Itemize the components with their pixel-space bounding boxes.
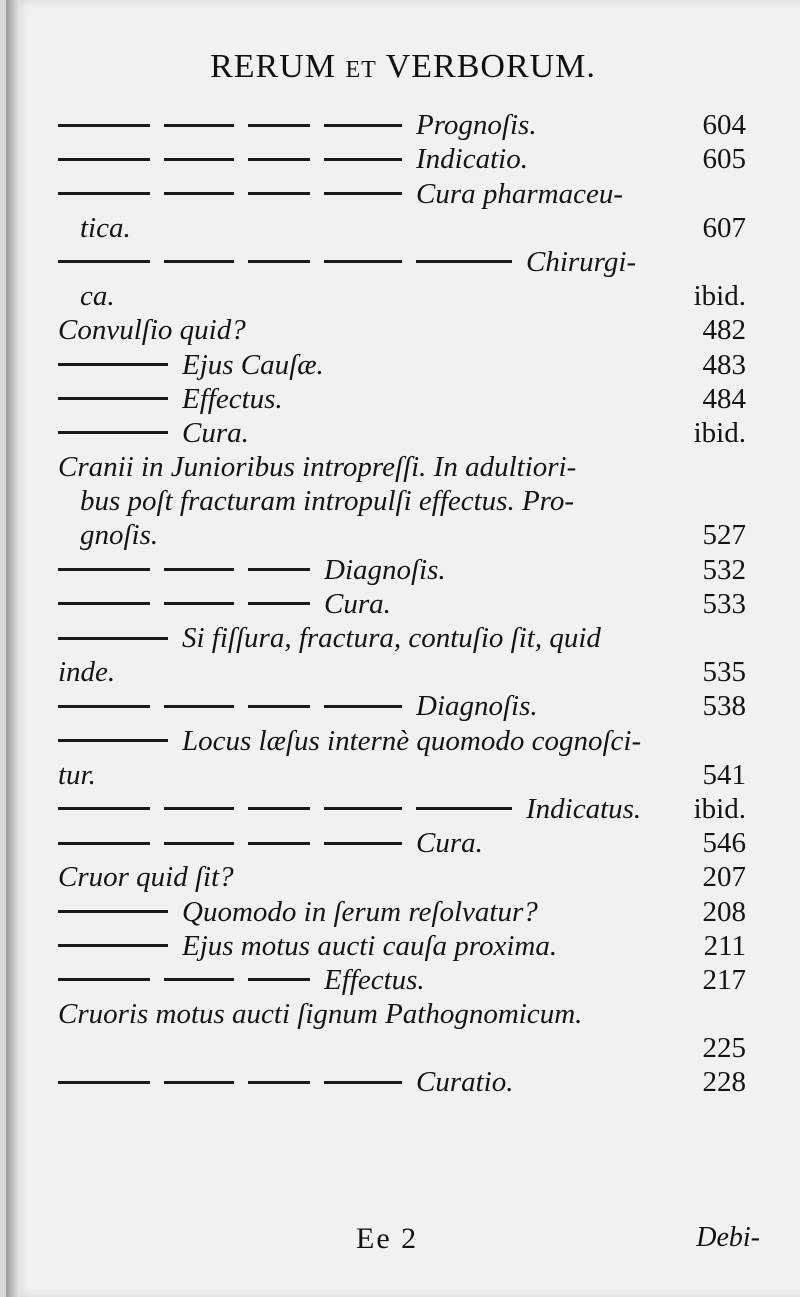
page-number: 538 bbox=[702, 690, 746, 723]
index-row bbox=[58, 723, 746, 757]
ditto-dashes bbox=[58, 108, 416, 142]
ditto-dash bbox=[248, 705, 310, 708]
page-number: 533 bbox=[702, 587, 746, 620]
ditto-dash bbox=[324, 807, 402, 810]
page-number: 527 bbox=[702, 519, 746, 552]
ditto-dash bbox=[248, 1081, 310, 1084]
ditto-dashes bbox=[58, 587, 324, 621]
entry-text: tica. bbox=[80, 211, 131, 244]
ditto-dash bbox=[58, 397, 168, 400]
index-row bbox=[58, 621, 746, 655]
page-number: 217 bbox=[702, 963, 746, 996]
ditto-dash bbox=[324, 260, 402, 263]
index-row bbox=[58, 382, 746, 416]
book-page bbox=[6, 0, 800, 1297]
page-number: 483 bbox=[702, 348, 746, 381]
page-number: 541 bbox=[702, 758, 746, 791]
ditto-dash bbox=[58, 602, 150, 605]
ditto-dashes bbox=[58, 142, 416, 176]
ditto-dash bbox=[58, 124, 150, 127]
entry-text: gnoſis. bbox=[80, 519, 159, 552]
ditto-dashes bbox=[58, 553, 324, 587]
index-row bbox=[58, 450, 746, 484]
ditto-dash bbox=[58, 260, 150, 263]
page-number: 211 bbox=[703, 929, 746, 962]
ditto-dashes bbox=[58, 621, 182, 655]
page-number: 546 bbox=[702, 827, 746, 860]
ditto-dash bbox=[248, 192, 310, 195]
page-number: 532 bbox=[702, 553, 746, 586]
page-number: 484 bbox=[702, 382, 746, 415]
ditto-dash bbox=[324, 124, 402, 127]
entry-text: tur. bbox=[58, 758, 96, 791]
ditto-dash bbox=[248, 978, 310, 981]
ditto-dashes bbox=[58, 1065, 416, 1099]
ditto-dash bbox=[58, 637, 168, 640]
index-row bbox=[58, 1031, 746, 1065]
page-number: ibid. bbox=[693, 792, 746, 825]
index-row bbox=[58, 963, 746, 997]
ditto-dash bbox=[164, 602, 234, 605]
entry-text: Quomodo in ſerum reſolvatur? bbox=[182, 895, 538, 928]
page-number: 228 bbox=[702, 1066, 746, 1099]
ditto-dash bbox=[164, 978, 234, 981]
page-number: 482 bbox=[702, 314, 746, 347]
page-number: ibid. bbox=[693, 416, 746, 449]
index-row bbox=[58, 1065, 746, 1099]
index-row bbox=[58, 826, 746, 860]
entry-text: Diagnoſis. bbox=[416, 690, 538, 723]
ditto-dash bbox=[58, 568, 150, 571]
ditto-dash bbox=[248, 842, 310, 845]
page-number: 225 bbox=[702, 1032, 746, 1065]
page-number: 605 bbox=[702, 143, 746, 176]
page-number: 607 bbox=[702, 211, 746, 244]
ditto-dash bbox=[248, 158, 310, 161]
ditto-dashes bbox=[58, 724, 182, 758]
index-row bbox=[58, 484, 746, 518]
entry-text: Effectus. bbox=[324, 963, 425, 996]
entry-text: inde. bbox=[58, 656, 116, 689]
ditto-dash bbox=[324, 842, 402, 845]
index-row bbox=[58, 792, 746, 826]
ditto-dash bbox=[164, 842, 234, 845]
index-row bbox=[58, 655, 746, 689]
index-row bbox=[58, 758, 746, 792]
ditto-dash bbox=[58, 431, 168, 434]
index-row bbox=[58, 997, 746, 1031]
ditto-dashes bbox=[58, 929, 182, 963]
ditto-dashes bbox=[58, 416, 182, 450]
entry-text: Cruoris motus aucti ſignum Pathognomicum. bbox=[58, 998, 583, 1031]
index-row bbox=[58, 587, 746, 621]
entry-text: Diagnoſis. bbox=[324, 553, 446, 586]
ditto-dash bbox=[416, 260, 512, 263]
entry-text: ca. bbox=[80, 280, 115, 313]
page-number: 535 bbox=[702, 656, 746, 689]
ditto-dashes bbox=[58, 895, 182, 929]
ditto-dashes bbox=[58, 348, 182, 382]
ditto-dashes bbox=[58, 177, 416, 211]
ditto-dashes bbox=[58, 792, 526, 826]
index-row bbox=[58, 416, 746, 450]
entry-text: Curatio. bbox=[416, 1066, 514, 1099]
ditto-dash bbox=[248, 260, 310, 263]
page-gutter bbox=[6, 0, 20, 1297]
ditto-dash bbox=[324, 705, 402, 708]
ditto-dash bbox=[58, 158, 150, 161]
ditto-dash bbox=[58, 978, 150, 981]
index-entries bbox=[58, 108, 746, 1099]
ditto-dashes bbox=[58, 963, 324, 997]
ditto-dash bbox=[324, 192, 402, 195]
ditto-dash bbox=[58, 944, 168, 947]
entry-text: Locus læſus internè quomodo cognoſci- bbox=[182, 724, 642, 757]
ditto-dash bbox=[248, 568, 310, 571]
entry-text: Effectus. bbox=[182, 382, 283, 415]
ditto-dash bbox=[58, 363, 168, 366]
index-row bbox=[58, 142, 746, 176]
entry-text: Indicatio. bbox=[416, 143, 528, 176]
index-row bbox=[58, 176, 746, 210]
index-row bbox=[58, 552, 746, 586]
entry-text: Cura pharmaceu- bbox=[416, 177, 624, 210]
entry-text: Convulſio quid? bbox=[58, 314, 246, 347]
index-row bbox=[58, 279, 746, 313]
ditto-dash bbox=[248, 602, 310, 605]
ditto-dash bbox=[164, 158, 234, 161]
index-row bbox=[58, 313, 746, 347]
ditto-dashes bbox=[58, 382, 182, 416]
signature-mark: Ee 2 bbox=[356, 1222, 419, 1255]
index-row bbox=[58, 689, 746, 723]
entry-text: Si fiſſura, fractura, contuſio ſit, quid bbox=[182, 622, 601, 654]
ditto-dash bbox=[164, 260, 234, 263]
ditto-dash bbox=[58, 192, 150, 195]
page-number: 207 bbox=[702, 861, 746, 894]
entry-text: Cranii in Junioribus intropreſſi. In adultiori- bbox=[58, 451, 577, 484]
index-row bbox=[58, 860, 746, 894]
ditto-dash bbox=[324, 1081, 402, 1084]
ditto-dash bbox=[248, 807, 310, 810]
page-number: 604 bbox=[702, 109, 746, 142]
entry-text: Cruor quid ſit? bbox=[58, 861, 234, 894]
entry-text: bus poſt fracturam intropulſi effectus. Pro- bbox=[80, 485, 575, 518]
ditto-dash bbox=[164, 124, 234, 127]
ditto-dash bbox=[58, 842, 150, 845]
index-row bbox=[58, 894, 746, 928]
ditto-dash bbox=[58, 1081, 150, 1084]
entry-text: Chirurgi- bbox=[526, 245, 637, 278]
entry-text: Cura. bbox=[182, 416, 249, 449]
ditto-dash bbox=[58, 910, 168, 913]
entry-text: Cura. bbox=[324, 587, 391, 620]
running-head-word-2: VERBORUM. bbox=[385, 48, 596, 85]
ditto-dash bbox=[164, 705, 234, 708]
catchword: Debi- bbox=[696, 1222, 760, 1253]
index-row bbox=[58, 347, 746, 381]
index-row bbox=[58, 211, 746, 245]
entry-text: Ejus Cauſæ. bbox=[182, 348, 324, 381]
ditto-dash bbox=[164, 568, 234, 571]
ditto-dash bbox=[58, 705, 150, 708]
running-head-word-1: RERUM bbox=[210, 48, 336, 85]
running-head-et: ET bbox=[345, 57, 377, 83]
index-row bbox=[58, 518, 746, 552]
ditto-dashes bbox=[58, 826, 416, 860]
entry-text: Indicatus. bbox=[526, 792, 642, 825]
index-row bbox=[58, 108, 746, 142]
ditto-dash bbox=[164, 807, 234, 810]
ditto-dash bbox=[58, 739, 168, 742]
ditto-dash bbox=[164, 1081, 234, 1084]
ditto-dash bbox=[416, 807, 512, 810]
ditto-dash bbox=[164, 192, 234, 195]
entry-text: Cura. bbox=[416, 827, 483, 860]
entry-text: Ejus motus aucti cauſa proxima. bbox=[182, 929, 558, 962]
page-footer bbox=[6, 1222, 800, 1262]
ditto-dashes bbox=[58, 689, 416, 723]
ditto-dash bbox=[324, 158, 402, 161]
page-number: 208 bbox=[702, 895, 746, 928]
page-number: ibid. bbox=[693, 280, 746, 313]
ditto-dash bbox=[58, 807, 150, 810]
index-row bbox=[58, 929, 746, 963]
ditto-dash bbox=[248, 124, 310, 127]
index-row bbox=[58, 245, 746, 279]
entry-text: Prognoſis. bbox=[416, 109, 537, 142]
ditto-dashes bbox=[58, 245, 526, 279]
running-head bbox=[6, 48, 800, 86]
